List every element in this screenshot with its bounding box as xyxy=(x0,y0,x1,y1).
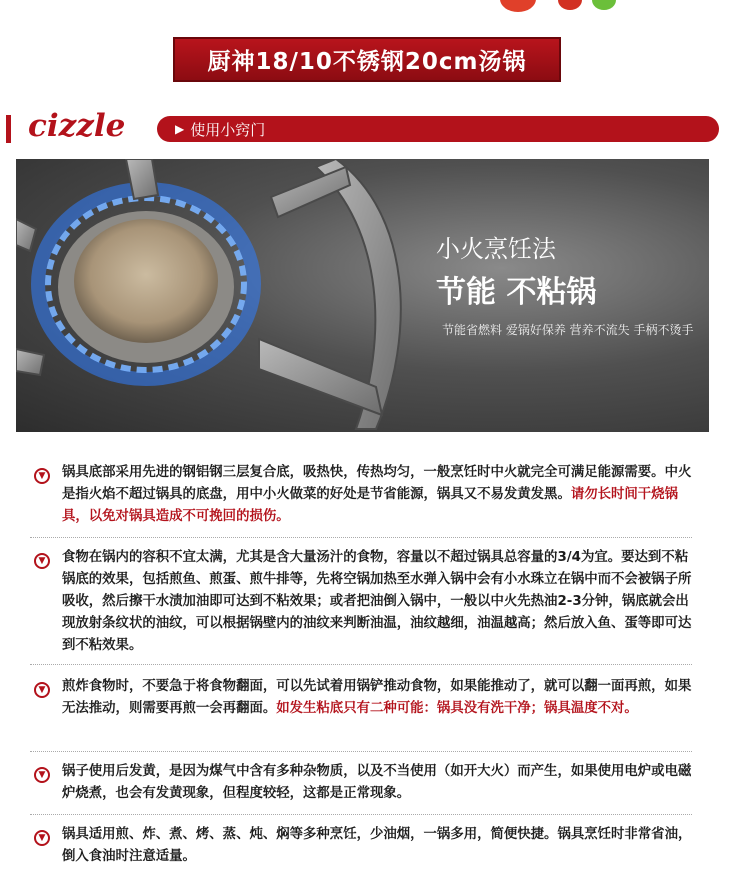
note-text xyxy=(62,547,695,657)
brand-header xyxy=(0,106,730,150)
brand-accent-bar xyxy=(6,115,11,143)
hero-features: 节能省燃料 爱锅好保养 营养不流失 手柄不烫手 xyxy=(442,323,694,337)
note-warning: 如发生粘底只有二种可能：锅具没有洗干净；锅具温度不对。 xyxy=(276,701,638,716)
hero-heading: 小火烹饪法 xyxy=(436,235,556,263)
note-body: 锅具底部采用先进的钢铝钢三层复合底，吸热快，传热均匀，一般烹饪时中火就完全可满足能源需要。中火是指火焰不超过锅具的底盘，用中小火做菜的好处是节省能源，锅具又不易发黄发黑。 xyxy=(62,465,692,502)
divider xyxy=(30,537,692,538)
note-text xyxy=(62,761,695,805)
burner-cap xyxy=(74,219,218,343)
note-body: 食物在锅内的容积不宜太满，尤其是含大量汤汁的食物，容量以不超过锅具总容量的3/4为宜。要达到不粘锅底的效果，包括煎鱼、煎蛋、煎牛排等，先将空锅加热至水弹入锅中会有小水珠立在锅中而不会被锅子所吸收，然后擦干水渍加油即可达到不粘效果；或者把油倒入锅中，一般以中火先热油2-3分钟，锅底就会出现放射条纹状的油纹，可以根据锅壁内的油纹来判断油温，油纹越细，油温越高；然后放入鱼、蛋等即可达到不粘效果。 xyxy=(62,550,692,653)
note-warning: 请勿长时间干烧锅具，以免对锅具造成不可挽回的损伤。 xyxy=(62,487,678,524)
chevron-down-circle-icon: ▼ xyxy=(34,767,50,783)
gas-burner-illustration xyxy=(16,159,709,432)
divider xyxy=(30,664,692,665)
chevron-down-circle-icon: ▼ xyxy=(34,468,50,484)
brand-logo: cizzle xyxy=(28,108,126,144)
hero-tagline: 节能 不粘锅 xyxy=(436,275,597,310)
section-label-text: 使用小窍门 xyxy=(190,120,266,139)
note-body: 煎炸食物时，不要急于将食物翻面，可以先试着用锅铲推动食物，如果能推动了，就可以翻一面再煎，如果无法推动，则需要再煎一会再翻面。 xyxy=(62,679,692,716)
note-text xyxy=(62,462,695,528)
divider xyxy=(30,751,692,752)
section-label xyxy=(157,116,719,142)
page-title: 厨神18/10不锈钢20cm汤锅 xyxy=(173,37,561,82)
note-body: 锅具适用煎、炸、煮、烤、蒸、炖、焖等多种烹饪，少油烟，一锅多用，简便快捷。锅具烹饪时非常省油，倒入食油时注意适量。 xyxy=(62,827,692,864)
note-text xyxy=(62,824,695,868)
divider xyxy=(30,814,692,815)
play-arrow-icon: ▶ xyxy=(175,122,185,136)
hero-image xyxy=(16,159,709,432)
chevron-down-circle-icon: ▼ xyxy=(34,830,50,846)
decorative-fruit xyxy=(498,0,618,12)
note-body: 锅子使用后发黄，是因为煤气中含有多种杂物质，以及不当使用（如开大火）而产生，如果使用电炉或电磁炉烧煮，也会有发黄现象，但程度较轻，这都是正常现象。 xyxy=(62,764,692,801)
chevron-down-circle-icon: ▼ xyxy=(34,682,50,698)
note-text xyxy=(62,676,695,720)
chevron-down-circle-icon: ▼ xyxy=(34,553,50,569)
